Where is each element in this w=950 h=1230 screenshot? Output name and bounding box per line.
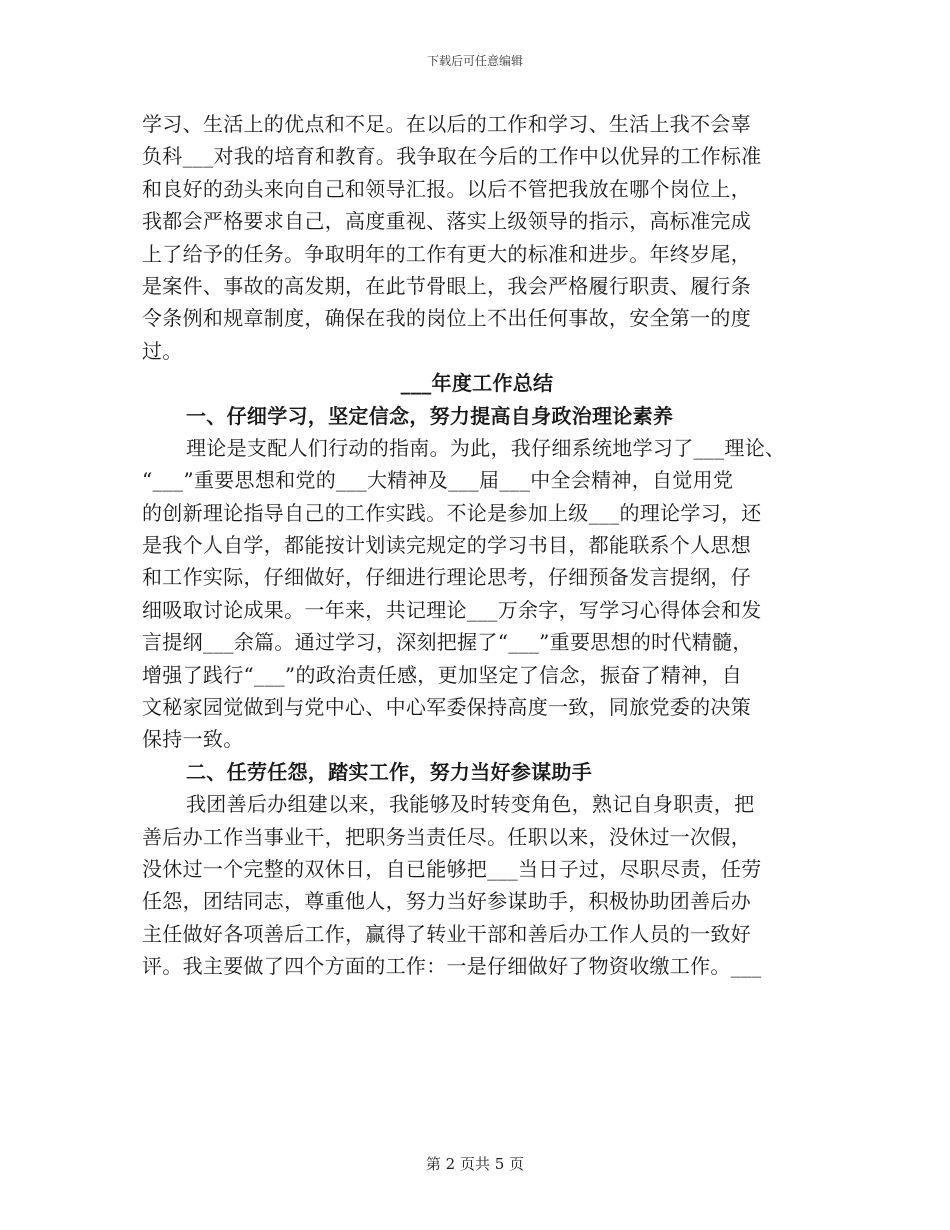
body-line: 任怨，团结同志，尊重他人，努力当好参谋助手，积极协助团善后办: [142, 889, 751, 914]
section-title: ___年度工作总结: [400, 371, 554, 396]
body-line: 和良好的劲头来向自己和领导汇报。以后不管把我放在哪个岗位上，: [142, 176, 751, 201]
body-line: “___”重要思想和党的___大精神及___届___中全会精神，自觉用党: [142, 468, 734, 493]
body-line: 没休过一个完整的双休日，自已能够把___当日子过，尽职尽责，任劳: [142, 856, 762, 881]
body-line: 的创新理论指导自己的工作实践。不论是参加上级___的理论学习，还: [142, 500, 762, 525]
body-line: 增强了践行“___”的政治责任感，更加坚定了信念，振奋了精神，自: [142, 662, 743, 687]
section-heading: 二、任劳任怨，踏实工作，努力当好参谋助手: [186, 759, 592, 784]
paragraph-first-line: 我团善后办组建以来，我能够及时转变角色，熟记自身职责，把: [186, 792, 755, 817]
body-line: 过。: [142, 338, 183, 363]
body-line: 细吸取讨论成果。一年来，共记理论___万余字，写学习心得体会和发: [142, 597, 762, 622]
body-line: 评。我主要做了四个方面的工作：一是仔细做好了物资收缴工作。___: [142, 954, 762, 979]
body-line: 主任做好各项善后工作，赢得了转业干部和善后办工作人员的一致好: [142, 921, 751, 946]
body-line: 上了给予的任务。争取明年的工作有更大的标准和进步。年终岁尾，: [142, 241, 751, 266]
page-number-footer: 第 2 页共 5 页: [425, 1155, 525, 1173]
body-line: 保持一致。: [142, 727, 244, 752]
body-line: 学习、生活上的优点和不足。在以后的工作和学习、生活上我不会辜: [142, 112, 751, 136]
body-line: 言提纲___余篇。通过学习，深刻把握了“___”重要思想的时代精髓，: [142, 630, 753, 655]
body-line: 和工作实际，仔细做好，仔细进行理论思考，仔细预备发言提纲，仔: [142, 565, 751, 590]
body-line: 负科___对我的培育和教育。我争取在今后的工作中以优异的工作标准: [142, 144, 762, 169]
body-line: 我都会严格要求自己，高度重视、落实上级领导的指示，高标准完成: [142, 209, 751, 234]
body-line: 是我个人自学，都能按计划读完规定的学习书目，都能联系个人思想: [142, 533, 751, 558]
body-line: 文秘家园觉做到与党中心、中心军委保持高度一致，同旅党委的决策: [142, 695, 751, 720]
paragraph-first-line: 理论是支配人们行动的指南。为此，我仔细系统地学习了___理论、: [186, 435, 786, 460]
section-heading: 一、仔细学习，坚定信念，努力提高自身政治理论素养: [186, 403, 674, 428]
document-body: [142, 108, 812, 983]
body-line: 令条例和规章制度，确保在我的岗位上不出任何事故，安全第一的度: [142, 306, 751, 331]
body-line: 善后办工作当事业干，把职务当责任尽。任职以来，没休过一次假，: [142, 824, 751, 849]
page-header: 下载后可任意编辑: [426, 54, 523, 68]
body-line: 是案件、事故的高发期，在此节骨眼上，我会严格履行职责、履行条: [142, 273, 751, 298]
